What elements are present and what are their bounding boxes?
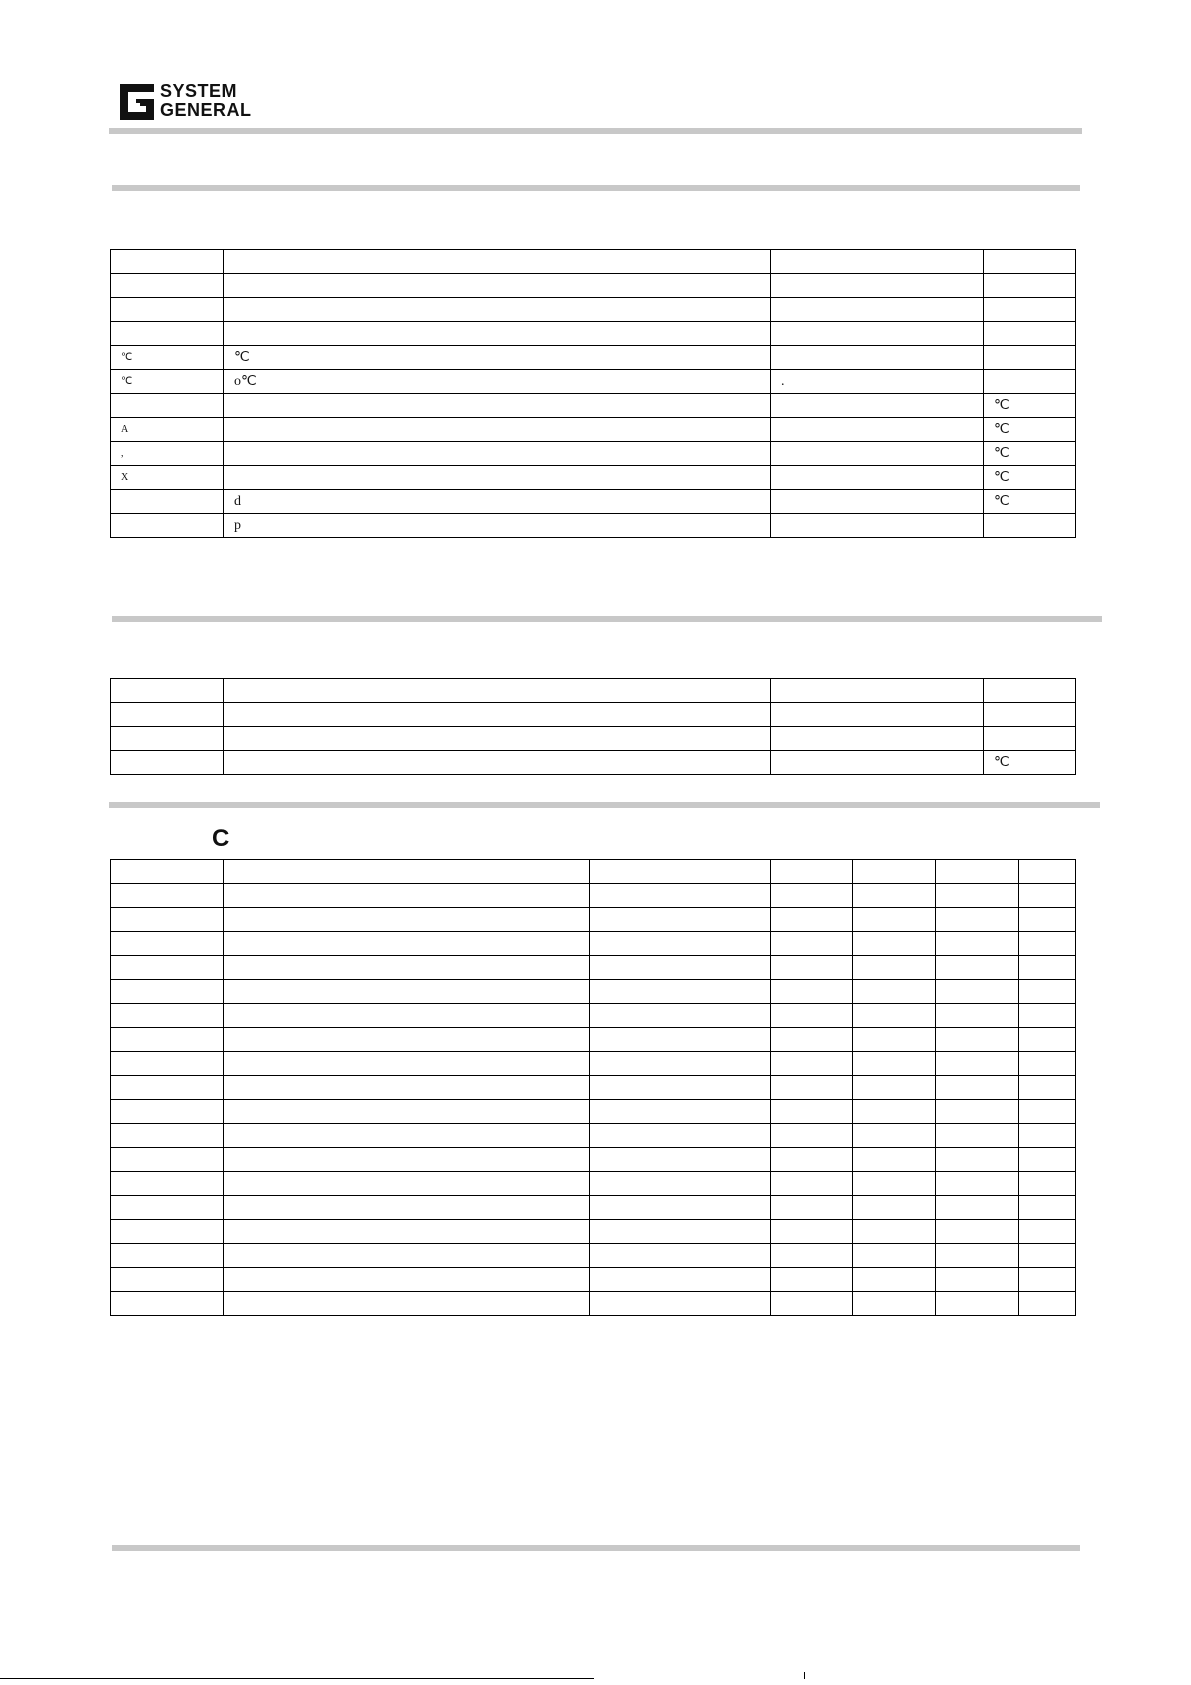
table-cell [771,1244,853,1268]
table-cell [771,884,853,908]
table-cell [590,860,771,884]
table-cell [590,1052,771,1076]
table-cell [111,394,224,418]
table-cell [111,1268,224,1292]
table-cell [853,956,936,980]
table-cell [224,1268,590,1292]
table-cell [111,1124,224,1148]
table-cell [224,1052,590,1076]
table-row [111,274,1076,298]
footer-rule [112,1545,1080,1551]
table-cell [853,1268,936,1292]
logo-line-1: SYSTEM [160,81,238,101]
table-cell: , [111,442,224,466]
table-cell [590,1244,771,1268]
table-cell [111,490,224,514]
logo-line-2: GENERAL [160,100,252,120]
table-1 [110,249,1076,538]
table-cell [224,1100,590,1124]
table-cell [771,514,984,538]
table-cell [853,1028,936,1052]
table-cell [1019,884,1076,908]
table-cell [771,1004,853,1028]
table-cell [111,1148,224,1172]
table-cell [590,908,771,932]
table-cell [853,932,936,956]
table-row [111,370,1076,394]
table-cell [590,1004,771,1028]
table-cell [590,1148,771,1172]
table-cell [984,370,1076,394]
table-row [111,1004,1076,1028]
table-cell [224,1148,590,1172]
table-cell [936,908,1019,932]
table-cell [771,466,984,490]
table-cell [771,298,984,322]
table-cell [1019,1292,1076,1316]
table-cell [590,1076,771,1100]
table-row [111,1124,1076,1148]
table-cell [590,1268,771,1292]
table-row [111,1268,1076,1292]
table-cell [936,1244,1019,1268]
table-cell [224,1172,590,1196]
table-cell [936,1100,1019,1124]
table-cell [111,274,224,298]
table-cell [936,1028,1019,1052]
table-cell [853,860,936,884]
table-cell [853,980,936,1004]
table-3 [110,859,1076,1316]
table-cell [984,274,1076,298]
footer-line [0,1678,594,1679]
table-row [111,418,1076,442]
table-cell [590,980,771,1004]
table-cell [936,1268,1019,1292]
table-cell [590,1124,771,1148]
table-cell [111,751,224,775]
table-cell [224,703,771,727]
table-cell: ℃ [224,346,771,370]
table-cell [936,1148,1019,1172]
table-cell [853,1100,936,1124]
table-cell [771,418,984,442]
table-cell [936,1292,1019,1316]
table-row [111,1244,1076,1268]
table-cell [1019,1028,1076,1052]
table-row [111,956,1076,980]
table-cell [224,1196,590,1220]
table-cell [853,1172,936,1196]
table-cell [111,1172,224,1196]
table-cell [590,956,771,980]
table-row [111,1100,1076,1124]
table-cell: ℃ [984,490,1076,514]
table-cell [984,250,1076,274]
table-row [111,727,1076,751]
table-cell [224,274,771,298]
table-cell [771,703,984,727]
table-cell [111,980,224,1004]
table-cell [1019,1268,1076,1292]
table-cell [111,1244,224,1268]
table-cell [771,932,853,956]
table-cell [936,956,1019,980]
table-cell [111,727,224,751]
table-cell [224,932,590,956]
table-cell [111,1052,224,1076]
table-cell [771,679,984,703]
table-cell [111,932,224,956]
table-cell [590,1292,771,1316]
table-cell: . [771,370,984,394]
table-cell [936,1076,1019,1100]
table-cell [1019,1100,1076,1124]
table-cell [1019,932,1076,956]
table-cell [771,250,984,274]
table-cell [1019,908,1076,932]
table-cell [1019,1004,1076,1028]
table-cell [111,860,224,884]
table-cell [771,727,984,751]
table-cell [111,1076,224,1100]
table-cell [936,932,1019,956]
table-cell [1019,956,1076,980]
table-cell: ℃ [984,442,1076,466]
table-cell [224,751,771,775]
table-cell [111,514,224,538]
logo-text [160,82,252,120]
table-cell [590,1100,771,1124]
table-cell [771,490,984,514]
table-cell [224,679,771,703]
table-cell [984,727,1076,751]
table-cell [111,1220,224,1244]
table-row [111,250,1076,274]
table-row [111,1076,1076,1100]
table-cell [771,1076,853,1100]
table-cell: ℃ [984,466,1076,490]
table-cell [111,298,224,322]
table-cell: ℃ [984,751,1076,775]
table-row [111,394,1076,418]
table-cell [1019,1076,1076,1100]
table-row [111,1220,1076,1244]
table-cell [224,394,771,418]
table-cell [111,703,224,727]
table-cell [111,1292,224,1316]
table-cell [771,908,853,932]
table-row [111,466,1076,490]
table-cell [771,860,853,884]
table-row [111,1172,1076,1196]
table-cell [224,980,590,1004]
table-cell [224,884,590,908]
table-row [111,884,1076,908]
table-cell: d [224,490,771,514]
table-row [111,490,1076,514]
table-2 [110,678,1076,775]
table-cell [1019,1244,1076,1268]
table-row [111,860,1076,884]
table-cell [853,1196,936,1220]
table-cell [111,1196,224,1220]
table-cell [853,1244,936,1268]
table-cell [853,1052,936,1076]
table-cell: p [224,514,771,538]
table-cell [936,1124,1019,1148]
table-cell [590,1220,771,1244]
table-cell [1019,980,1076,1004]
table-cell [853,908,936,932]
table-row [111,679,1076,703]
table-cell: ℃ [111,370,224,394]
table-row [111,442,1076,466]
table-cell [771,394,984,418]
table-cell [224,1004,590,1028]
table-cell [224,466,771,490]
table-cell [224,298,771,322]
table-cell [590,932,771,956]
table-cell: A [111,418,224,442]
table-row [111,1148,1076,1172]
table-cell [111,250,224,274]
table-cell [936,884,1019,908]
table-cell [771,1220,853,1244]
table-row [111,703,1076,727]
table-cell [111,1100,224,1124]
table-cell [771,322,984,346]
table-cell [853,1004,936,1028]
header-rule [109,128,1082,134]
company-logo [118,82,268,124]
table-cell [111,679,224,703]
table-row [111,1292,1076,1316]
table-cell [936,1172,1019,1196]
table-cell [111,884,224,908]
table-cell [853,1076,936,1100]
table-cell [984,679,1076,703]
table-cell [111,908,224,932]
table-cell [224,250,771,274]
table-cell [590,884,771,908]
table-cell [853,1148,936,1172]
table-cell [936,1220,1019,1244]
table-cell [111,956,224,980]
table-cell [1019,1172,1076,1196]
table-cell [1019,1220,1076,1244]
table-cell [1019,1124,1076,1148]
table-cell [111,322,224,346]
table-cell [771,274,984,298]
table-cell [771,1028,853,1052]
table-row [111,346,1076,370]
table-cell [936,860,1019,884]
section-2-rule [112,616,1102,622]
table-row [111,908,1076,932]
table-row [111,980,1076,1004]
table-cell [853,884,936,908]
table-cell [771,1148,853,1172]
table-cell [224,322,771,346]
table-cell [224,1292,590,1316]
table-cell [224,1028,590,1052]
table-row [111,1028,1076,1052]
table-cell [936,1004,1019,1028]
table-cell [111,1004,224,1028]
table-cell [224,442,771,466]
table-row [111,322,1076,346]
table-cell [853,1292,936,1316]
table-cell [936,1052,1019,1076]
table-cell [853,1220,936,1244]
table-cell [771,1172,853,1196]
table-row [111,1196,1076,1220]
table-cell [936,980,1019,1004]
table-cell: ℃ [984,394,1076,418]
section-1-rule [112,185,1080,191]
table-cell [771,956,853,980]
table-cell [111,1028,224,1052]
footer-tick [804,1672,805,1679]
table-cell [984,703,1076,727]
table-cell [853,1124,936,1148]
table-cell [1019,1196,1076,1220]
table-cell: ℃ [984,418,1076,442]
section-3-label: C [212,825,230,852]
table-cell [984,298,1076,322]
table-row [111,514,1076,538]
table-cell: o℃ [224,370,771,394]
table-cell [224,860,590,884]
system-general-logo-icon [118,82,156,122]
table-cell [224,418,771,442]
table-row [111,751,1076,775]
table-cell [984,322,1076,346]
table-cell: X [111,466,224,490]
table-row [111,298,1076,322]
table-cell [1019,860,1076,884]
table-cell [224,1244,590,1268]
table-cell [936,1196,1019,1220]
table-cell [224,1220,590,1244]
table-cell [771,1292,853,1316]
table-cell [1019,1052,1076,1076]
table-cell [1019,1148,1076,1172]
table-cell [771,1268,853,1292]
table-cell [590,1028,771,1052]
table-cell [224,1076,590,1100]
table-cell [984,514,1076,538]
table-cell [771,346,984,370]
table-cell: ℃ [111,346,224,370]
table-cell [771,442,984,466]
section-3-rule [109,802,1100,808]
table-cell [224,727,771,751]
table-cell [771,1124,853,1148]
table-cell [771,1196,853,1220]
table-row [111,1052,1076,1076]
table-cell [224,908,590,932]
table-cell [590,1172,771,1196]
table-cell [224,1124,590,1148]
table-row [111,932,1076,956]
table-cell [590,1196,771,1220]
table-cell [224,956,590,980]
table-cell [984,346,1076,370]
table-cell [771,980,853,1004]
table-cell [771,1100,853,1124]
table-cell [771,751,984,775]
table-cell [771,1052,853,1076]
